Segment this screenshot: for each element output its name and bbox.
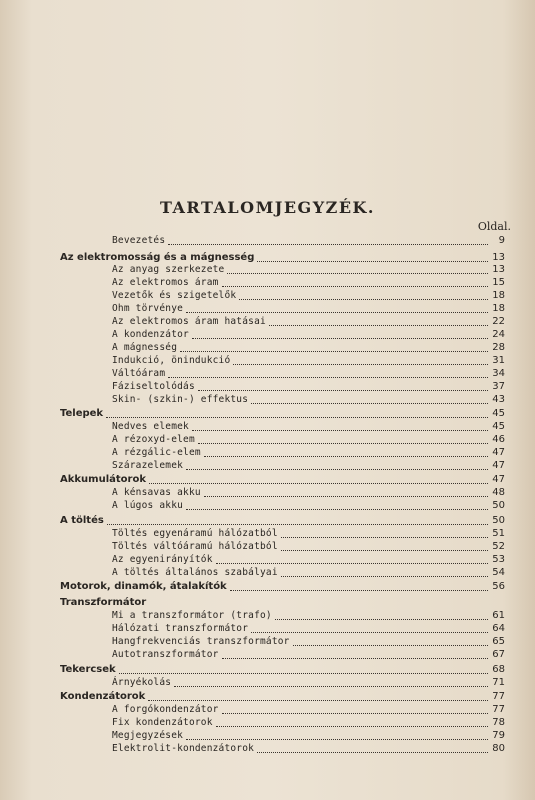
dot-leader bbox=[204, 496, 488, 497]
toc-entry-page: 47 bbox=[492, 447, 505, 458]
toc-entry bbox=[112, 315, 505, 328]
toc-entry-label: Az elektromos áram bbox=[112, 277, 219, 288]
toc-entry bbox=[112, 328, 505, 341]
toc-entry-label: Mi a transzformátor (trafo) bbox=[112, 610, 272, 621]
dot-leader bbox=[257, 261, 488, 262]
toc-entry-page: 53 bbox=[492, 554, 505, 565]
toc-entry-label: Az anyag szerkezete bbox=[112, 264, 225, 275]
toc-entry-label: Váltóáram bbox=[112, 368, 166, 379]
toc-entry-page: 45 bbox=[492, 408, 505, 419]
dot-leader bbox=[186, 739, 488, 740]
toc-entry-page: 13 bbox=[492, 264, 505, 275]
toc-entry-page: 28 bbox=[492, 342, 505, 353]
dot-leader bbox=[269, 325, 488, 326]
toc-entry bbox=[112, 263, 505, 276]
toc-entry-label: Hangfrekvenciás transzformátor bbox=[112, 636, 290, 647]
toc-entry-label: Töltés egyenáramú hálózatból bbox=[112, 528, 278, 539]
dot-leader bbox=[180, 351, 488, 352]
toc-entry-page: 54 bbox=[492, 567, 505, 578]
toc-entry-label: Az elektromos áram hatásai bbox=[112, 316, 266, 327]
toc-entry-label: Vezetők és szigetelők bbox=[112, 290, 237, 301]
toc-entry bbox=[112, 553, 505, 566]
toc-entry-page: 52 bbox=[492, 541, 505, 552]
toc-entry bbox=[112, 341, 505, 354]
dot-leader bbox=[239, 299, 488, 300]
toc-entry bbox=[112, 380, 505, 393]
dot-leader bbox=[257, 752, 488, 753]
toc-entry bbox=[112, 459, 505, 472]
dot-leader bbox=[149, 483, 488, 484]
dot-leader bbox=[275, 619, 488, 620]
toc-entry-label: Telepek bbox=[60, 408, 104, 419]
toc-entry-label: Elektrolit-kondenzátorok bbox=[112, 743, 255, 754]
toc-entry-label: Megjegyzések bbox=[112, 730, 184, 741]
toc-entry bbox=[112, 354, 505, 367]
toc-entry bbox=[60, 690, 505, 703]
dot-leader bbox=[216, 726, 488, 727]
toc-entry bbox=[112, 234, 505, 247]
toc-entry-page: 18 bbox=[492, 290, 505, 301]
toc-entry bbox=[112, 527, 505, 540]
dot-leader bbox=[192, 338, 488, 339]
toc-entry-label: Transzformátor bbox=[60, 597, 147, 608]
toc-entry-label: Kondenzátorok bbox=[60, 691, 146, 702]
toc-entry-page: 34 bbox=[492, 368, 505, 379]
toc-entry-label: Szárazelemek bbox=[112, 460, 184, 471]
toc-entry-label: Tekercsek bbox=[60, 664, 116, 675]
page-title: TARTALOMJEGYZÉK. bbox=[159, 198, 375, 217]
toc-entry-page: 77 bbox=[492, 691, 505, 702]
toc-entry-label: A töltés bbox=[60, 515, 104, 526]
toc-entry-label: Indukció, önindukció bbox=[112, 355, 231, 366]
dot-leader bbox=[168, 244, 488, 245]
toc-entry-label: Töltés váltóáramú hálózatból bbox=[112, 541, 278, 552]
toc-entry-page: 24 bbox=[492, 329, 505, 340]
toc-entry-page: 71 bbox=[492, 677, 505, 688]
toc-entry-label: Árnyékolás bbox=[112, 677, 172, 688]
toc-entry bbox=[112, 420, 505, 433]
dot-leader bbox=[233, 364, 488, 365]
toc-entry bbox=[112, 302, 505, 315]
toc-entry-page: 80 bbox=[492, 743, 505, 754]
toc-entry-label: A lúgos akku bbox=[112, 500, 184, 511]
toc-entry-label: A kondenzátor bbox=[112, 329, 189, 340]
toc-entry bbox=[112, 622, 505, 635]
toc-entry-page: 65 bbox=[492, 636, 505, 647]
toc-entry-page: 51 bbox=[492, 528, 505, 539]
toc-entry-label: A rézgálic-elem bbox=[112, 447, 201, 458]
toc-entry bbox=[60, 580, 505, 593]
toc-entry-page: 79 bbox=[492, 730, 505, 741]
toc-entry-page: 68 bbox=[492, 664, 505, 675]
toc-entry-label: A rézoxyd-elem bbox=[112, 434, 195, 445]
toc-entry bbox=[112, 703, 505, 716]
toc-entry-page: 50 bbox=[492, 500, 505, 511]
dot-leader bbox=[216, 563, 488, 564]
toc-entry-label: Ohm törvénye bbox=[112, 303, 184, 314]
toc-entry-label: Akkumulátorok bbox=[60, 474, 146, 485]
toc-entry bbox=[60, 473, 505, 486]
dot-leader bbox=[227, 273, 488, 274]
toc-entry bbox=[60, 407, 505, 420]
toc-entry bbox=[112, 609, 505, 622]
toc-entry-page: 18 bbox=[492, 303, 505, 314]
toc-entry-page: 15 bbox=[492, 277, 505, 288]
toc-entry bbox=[112, 433, 505, 446]
toc-entry bbox=[112, 446, 505, 459]
toc-entry bbox=[112, 566, 505, 579]
dot-leader bbox=[198, 443, 488, 444]
toc-entry-label: Az egyenirányítók bbox=[112, 554, 213, 565]
toc-entry bbox=[112, 742, 505, 755]
dot-leader bbox=[251, 403, 488, 404]
dot-leader bbox=[222, 713, 488, 714]
dot-leader bbox=[281, 550, 488, 551]
toc-entry bbox=[112, 729, 505, 742]
toc-entry bbox=[112, 499, 505, 512]
dot-leader bbox=[168, 377, 488, 378]
toc-entry-page: 48 bbox=[492, 487, 505, 498]
toc-entry bbox=[60, 514, 505, 527]
toc-entry bbox=[112, 276, 505, 289]
page-column-header: Oldal. bbox=[477, 220, 511, 233]
toc-entry bbox=[112, 289, 505, 302]
toc-entry bbox=[112, 540, 505, 553]
toc-entry-label: A mágnesség bbox=[112, 342, 178, 353]
dot-leader bbox=[293, 645, 488, 646]
toc-entry-label: Az elektromosság és a mágnesség bbox=[60, 252, 255, 263]
toc-entry-page: 67 bbox=[492, 649, 505, 660]
toc-entry bbox=[112, 486, 505, 499]
toc-entry bbox=[112, 393, 505, 406]
toc-entry-page: 47 bbox=[492, 474, 505, 485]
dot-leader bbox=[107, 524, 488, 525]
toc-entry bbox=[112, 676, 505, 689]
toc-entry bbox=[112, 716, 505, 729]
dot-leader bbox=[281, 537, 488, 538]
toc-entry-label: Fáziseltolódás bbox=[112, 381, 195, 392]
toc-entry bbox=[112, 635, 505, 648]
toc-entry-label: Hálózati transzformátor bbox=[112, 623, 249, 634]
dot-leader bbox=[148, 700, 488, 701]
dot-leader bbox=[251, 632, 488, 633]
toc-entry-page: 45 bbox=[492, 421, 505, 432]
toc-entry bbox=[60, 596, 505, 609]
toc-entry-page: 50 bbox=[492, 515, 505, 526]
toc-entry-label: Nedves elemek bbox=[112, 421, 189, 432]
dot-leader bbox=[198, 390, 488, 391]
toc-entry bbox=[60, 663, 505, 676]
toc-entry-page: 46 bbox=[492, 434, 505, 445]
toc-entry-page: 64 bbox=[492, 623, 505, 634]
toc-entry-page: 37 bbox=[492, 381, 505, 392]
toc-entry-label: A kénsavas akku bbox=[112, 487, 201, 498]
toc-entry-label: Fix kondenzátorok bbox=[112, 717, 213, 728]
dot-leader bbox=[204, 456, 488, 457]
toc-entry-page: 43 bbox=[492, 394, 505, 405]
toc-entry-page: 22 bbox=[492, 316, 505, 327]
dot-leader bbox=[106, 417, 488, 418]
dot-leader bbox=[186, 509, 488, 510]
toc-entry-page: 47 bbox=[492, 460, 505, 471]
toc-entry-page: 9 bbox=[498, 235, 505, 246]
toc-entry-page: 13 bbox=[492, 252, 505, 263]
dot-leader bbox=[174, 686, 488, 687]
dot-leader bbox=[192, 430, 488, 431]
toc-entry bbox=[112, 648, 505, 661]
dot-leader bbox=[230, 590, 488, 591]
toc-entry-label: Bevezetés bbox=[112, 235, 166, 246]
toc-entry-page: 56 bbox=[492, 581, 505, 592]
toc-entry-page: 77 bbox=[492, 704, 505, 715]
toc-entry-label: A töltés általános szabályai bbox=[112, 567, 278, 578]
dot-leader bbox=[222, 286, 488, 287]
toc-entry-label: Motorok, dinamók, átalakítók bbox=[60, 581, 227, 592]
dot-leader bbox=[186, 312, 488, 313]
dot-leader bbox=[119, 673, 488, 674]
toc-entry-label: A forgókondenzátor bbox=[112, 704, 219, 715]
toc-entry-label: Autotranszformátor bbox=[112, 649, 219, 660]
dot-leader bbox=[186, 469, 488, 470]
toc-entry-page: 31 bbox=[492, 355, 505, 366]
dot-leader bbox=[281, 576, 488, 577]
toc-entry bbox=[112, 367, 505, 380]
toc-entry-label: Skin- (szkin-) effektus bbox=[112, 394, 249, 405]
dot-leader bbox=[222, 658, 488, 659]
toc-entry-page: 78 bbox=[492, 717, 505, 728]
toc-entry-page: 61 bbox=[492, 610, 505, 621]
